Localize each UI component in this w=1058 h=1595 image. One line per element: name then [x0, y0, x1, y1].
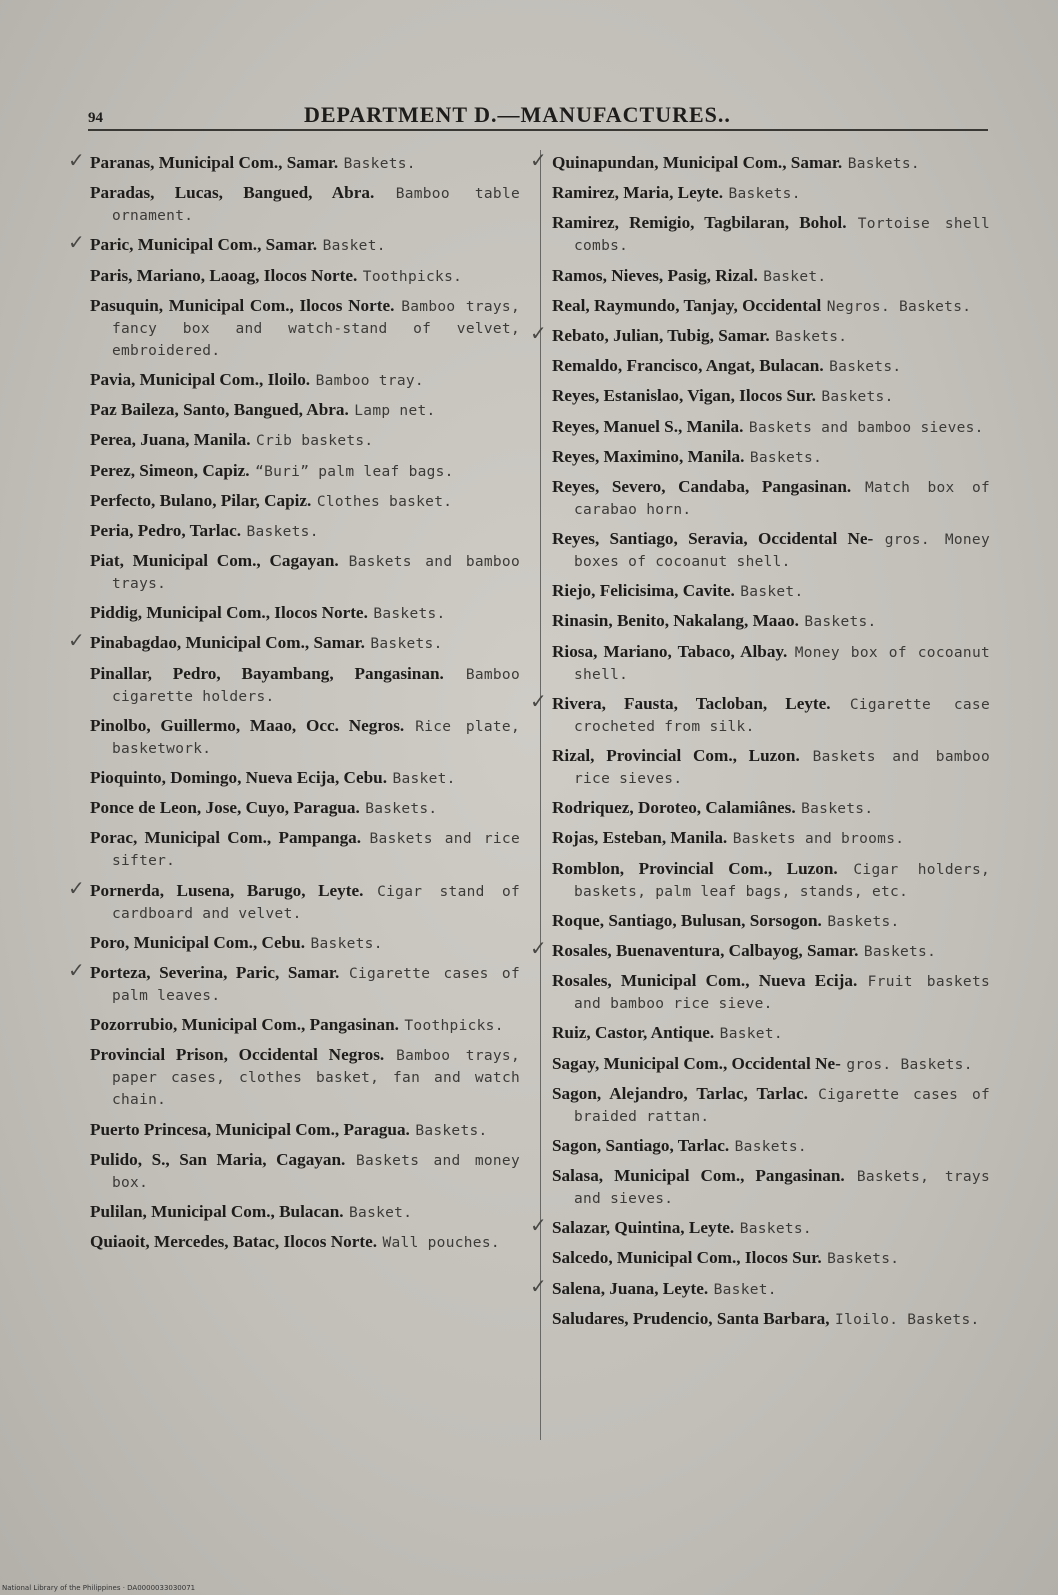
- exhibitor-name: Quiaoit, Mercedes, Batac, Ilocos Norte.: [90, 1232, 378, 1252]
- exhibit-description: Cigar stand of cardboard and velvet.: [112, 883, 520, 922]
- exhibitor-name: Pinabagdao, Municipal Com., Samar.: [90, 633, 365, 653]
- exhibit-description: Bamboo tray.: [315, 372, 424, 389]
- exhibit-description: Money box of cocoanut shell.: [574, 644, 991, 683]
- exhibit-description: Basket.: [392, 771, 456, 787]
- exhibitor-name: Ponce de Leon, Jose, Cuyo, Paragua.: [90, 798, 360, 818]
- exhibit-description: Baskets.: [373, 606, 446, 623]
- exhibitor-name: Poro, Municipal Com., Cebu.: [90, 932, 306, 952]
- exhibit-description: Iloilo. Baskets.: [835, 1311, 980, 1328]
- exhibitor-entry: [90, 369, 520, 392]
- exhibitor-name: Remaldo, Francisco, Angat, Bulacan.: [552, 356, 824, 376]
- exhibitor-name: Romblon, Provincial Com., Luzon.: [552, 858, 838, 878]
- exhibitor-entry: [90, 1231, 520, 1254]
- exhibitor-name: Salasa, Municipal Com., Pangasinan.: [552, 1166, 845, 1186]
- check-mark-icon: ✓: [68, 148, 85, 172]
- exhibitor-name: Pasuquin, Municipal Com., Ilocos Norte.: [90, 295, 395, 315]
- exhibitor-name: Pulilan, Municipal Com., Bulacan.: [90, 1201, 344, 1221]
- exhibitor-name: Reyes, Severo, Candaba, Pangasinan.: [552, 476, 852, 496]
- exhibit-description: Baskets and money box.: [112, 1152, 520, 1191]
- exhibitor-entry: [68, 875, 520, 925]
- exhibitor-name: Rosales, Municipal Com., Nueva Ecija.: [552, 971, 858, 991]
- exhibitor-name: Provincial Prison, Occidental Negros.: [90, 1045, 385, 1065]
- exhibit-description: Fruit baskets and bamboo rice sieve.: [574, 974, 990, 1013]
- exhibit-description: Baskets.: [310, 935, 383, 952]
- exhibitor-entry: [552, 1135, 990, 1158]
- exhibit-description: Bamboo table ornament.: [112, 186, 521, 225]
- exhibitor-entry: [90, 265, 520, 288]
- exhibit-description: Cigarette cases of braided rattan.: [574, 1086, 990, 1125]
- exhibitor-name: Rinasin, Benito, Nakalang, Maao.: [552, 611, 799, 631]
- exhibit-description: gros. Money boxes of cocoanut shell.: [574, 532, 990, 571]
- exhibitor-entry: [90, 520, 520, 543]
- exhibit-description: Baskets and bamboo rice sieves.: [574, 749, 990, 787]
- exhibitor-entry: [530, 320, 990, 348]
- exhibit-description: Baskets and rice sifter.: [112, 831, 520, 870]
- exhibitor-name: Pavia, Municipal Com., Iloilo.: [90, 369, 311, 389]
- check-mark-icon: ✓: [68, 230, 85, 255]
- exhibitor-entry: [552, 416, 990, 439]
- exhibitor-name: Ramirez, Maria, Leyte.: [552, 183, 724, 203]
- exhibitor-name: Paranas, Municipal Com., Samar.: [90, 153, 339, 172]
- exhibitor-entry: [90, 550, 520, 595]
- exhibit-description: Baskets.: [370, 636, 443, 653]
- exhibitor-entry: [90, 295, 520, 362]
- exhibit-description: Bamboo trays, fancy box and watch-stand of velvet, embroidered.: [112, 298, 520, 359]
- check-mark-icon: ✓: [530, 1273, 547, 1298]
- exhibitor-name: Sagon, Alejandro, Tarlac, Tarlac.: [552, 1083, 808, 1103]
- check-mark-icon: ✓: [530, 935, 547, 960]
- exhibitor-entry: [552, 182, 990, 205]
- exhibit-description: gros. Baskets.: [846, 1056, 973, 1073]
- exhibitor-name: Peria, Pedro, Tarlac.: [90, 520, 242, 540]
- exhibitor-entry: [90, 490, 520, 513]
- exhibitor-entry: [552, 355, 990, 378]
- check-mark-icon: ✓: [530, 148, 547, 172]
- exhibitor-name: Roque, Santiago, Bulusan, Sorsogon.: [552, 910, 822, 930]
- exhibit-description: Baskets.: [847, 156, 920, 172]
- exhibitor-entry: [68, 230, 520, 257]
- exhibit-description: Baskets.: [749, 449, 823, 466]
- exhibit-description: Baskets.: [246, 523, 319, 540]
- page-number: 94: [88, 110, 103, 126]
- exhibitor-entry: [68, 148, 520, 175]
- exhibit-description: Basket.: [349, 1204, 413, 1221]
- exhibitor-entry: [530, 148, 990, 175]
- exhibitor-name: Real, Raymundo, Tanjay, Occidental: [552, 295, 822, 315]
- exhibit-description: Tortoise shell combs.: [574, 216, 991, 255]
- exhibitor-name: Reyes, Santiago, Seravia, Occidental Ne-: [552, 529, 874, 549]
- exhibitor-entry: [552, 1022, 990, 1045]
- left-column: [68, 148, 521, 1261]
- exhibitor-entry: [552, 610, 990, 633]
- exhibitor-name: Quinapundan, Municipal Com., Samar.: [552, 153, 843, 172]
- exhibitor-name: Reyes, Maximino, Manila.: [552, 446, 745, 466]
- exhibitor-name: Ramirez, Remigio, Tagbilaran, Bohol.: [552, 213, 847, 233]
- exhibitor-name: Perfecto, Bulano, Pilar, Capiz.: [90, 490, 312, 510]
- exhibit-description: Cigarette case crocheted from silk.: [574, 696, 990, 735]
- exhibitor-name: Sagay, Municipal Com., Occidental Ne-: [552, 1053, 841, 1073]
- exhibitor-name: Pioquinto, Domingo, Nueva Ecija, Cebu.: [90, 768, 387, 787]
- right-column: [530, 148, 991, 1338]
- exhibitor-entry: [552, 858, 990, 903]
- exhibitor-entry: [552, 446, 990, 469]
- exhibitor-name: Rodriquez, Doroteo, Calamiânes.: [552, 798, 796, 818]
- exhibitor-entry: [552, 910, 990, 933]
- exhibitor-name: Rivera, Fausta, Tacloban, Leyte.: [552, 693, 831, 713]
- exhibitor-entry: [90, 399, 520, 422]
- exhibit-description: Toothpicks.: [404, 1018, 504, 1035]
- exhibitor-name: Paris, Mariano, Laoag, Ilocos Norte.: [90, 265, 358, 285]
- exhibitor-name: Riejo, Felicisima, Cavite.: [552, 581, 735, 601]
- check-mark-icon: ✓: [68, 628, 85, 653]
- exhibitor-entry: [552, 797, 990, 820]
- exhibitor-name: Porteza, Severina, Paric, Samar.: [90, 962, 340, 982]
- exhibit-description: Rice plate, basketwork.: [112, 718, 520, 757]
- exhibitor-entry: [90, 182, 520, 227]
- exhibitor-entry: [530, 688, 990, 738]
- exhibitor-entry: [552, 641, 990, 686]
- exhibitor-entry: [90, 429, 520, 452]
- exhibit-description: Baskets and brooms.: [732, 831, 905, 848]
- exhibitor-name: Pulido, S., San Maria, Cagayan.: [90, 1149, 346, 1169]
- exhibitor-entry: [90, 663, 520, 708]
- exhibitor-entry: [552, 1308, 990, 1331]
- exhibitor-entry: [552, 265, 990, 288]
- exhibitor-entry: [552, 580, 990, 603]
- exhibit-description: Baskets.: [728, 186, 801, 203]
- exhibitor-entry: [68, 628, 520, 655]
- exhibitor-entry: [552, 827, 990, 850]
- exhibitor-entry: [552, 476, 990, 521]
- exhibit-description: Baskets.: [734, 1138, 807, 1155]
- check-mark-icon: ✓: [68, 957, 85, 982]
- exhibitor-entry: [530, 1273, 990, 1301]
- exhibitor-name: Riosa, Mariano, Tabaco, Albay.: [552, 641, 788, 661]
- scan-footer: National Library of the Philippines · DA0000033030071: [2, 1584, 196, 1592]
- exhibit-description: Basket.: [763, 268, 827, 285]
- exhibitor-entry: [552, 1083, 990, 1128]
- exhibitor-name: Salcedo, Municipal Com., Ilocos Sur.: [552, 1248, 822, 1268]
- exhibitor-entry: [90, 1119, 520, 1142]
- exhibitor-entry: [530, 935, 990, 963]
- exhibit-description: Match box of carabao horn.: [574, 479, 990, 518]
- exhibitor-entry: [552, 528, 990, 573]
- exhibit-description: Baskets, trays and sieves.: [574, 1169, 990, 1208]
- exhibitor-entry: [90, 1149, 520, 1194]
- exhibit-description: Wall pouches.: [382, 1235, 500, 1252]
- exhibitor-name: Reyes, Estanislao, Vigan, Ilocos Sur.: [552, 386, 816, 406]
- exhibitor-name: Puerto Princesa, Municipal Com., Paragua.: [90, 1119, 410, 1139]
- exhibitor-name: Reyes, Manuel S., Manila.: [552, 416, 744, 436]
- exhibitor-name: Paric, Municipal Com., Samar.: [90, 235, 318, 255]
- exhibitor-name: Paz Baileza, Santo, Bangued, Abra.: [90, 400, 349, 420]
- exhibit-description: Basket.: [719, 1026, 783, 1043]
- exhibitor-entry: [90, 1044, 520, 1111]
- check-mark-icon: ✓: [530, 1213, 547, 1238]
- exhibit-description: “Buri” palm leaf bags.: [255, 463, 454, 480]
- page-title: DEPARTMENT D.—MANUFACTURES..: [304, 102, 731, 127]
- check-mark-icon: ✓: [530, 688, 547, 713]
- exhibitor-entry: [552, 1053, 990, 1076]
- exhibitor-entry: [90, 767, 520, 790]
- exhibit-description: Bamboo trays, paper cases, clothes basket, fan and watch chain.: [112, 1048, 520, 1109]
- exhibit-description: Baskets and bamboo trays.: [112, 554, 520, 593]
- exhibitor-name: Saludares, Prudencio, Santa Barbara,: [552, 1308, 830, 1328]
- exhibitor-entry: [552, 970, 990, 1015]
- exhibitor-entry: [90, 1014, 520, 1037]
- exhibit-description: Lamp net.: [354, 403, 436, 420]
- exhibitor-name: Paradas, Lucas, Bangued, Abra.: [90, 183, 375, 203]
- exhibit-description: Toothpicks.: [362, 268, 463, 285]
- exhibit-description: Bamboo cigarette holders.: [112, 666, 520, 705]
- exhibit-description: Baskets and bamboo sieves.: [748, 419, 984, 436]
- exhibitor-entry: [552, 745, 990, 790]
- exhibitor-name: Rizal, Provincial Com., Luzon.: [552, 746, 800, 765]
- exhibitor-name: Ruiz, Castor, Antique.: [552, 1023, 715, 1043]
- exhibitor-entry: [552, 385, 990, 408]
- exhibitor-name: Piddig, Municipal Com., Ilocos Norte.: [90, 603, 368, 623]
- exhibitor-entry: [68, 957, 520, 1007]
- exhibit-description: Baskets.: [365, 801, 438, 818]
- exhibitor-name: Rojas, Esteban, Manila.: [552, 828, 728, 848]
- exhibit-description: Cigar holders, baskets, palm leaf bags, stands, etc.: [574, 861, 991, 900]
- exhibit-description: Baskets.: [827, 1251, 900, 1268]
- exhibitor-name: Pozorrubio, Municipal Com., Pangasinan.: [90, 1015, 399, 1035]
- exhibitor-name: Salazar, Quintina, Leyte.: [552, 1218, 735, 1238]
- exhibit-description: Negros. Baskets.: [826, 298, 972, 315]
- exhibitor-entry: [90, 602, 520, 625]
- exhibitor-name: Perez, Simeon, Capiz.: [90, 460, 250, 480]
- exhibitor-name: Perea, Juana, Manila.: [90, 430, 251, 450]
- exhibitor-entry: [552, 1247, 990, 1270]
- exhibit-description: Basket.: [740, 584, 804, 601]
- exhibitor-entry: [530, 1213, 990, 1240]
- exhibit-description: Clothes basket.: [316, 493, 453, 510]
- exhibitor-entry: [552, 295, 990, 318]
- exhibit-description: Baskets.: [801, 801, 874, 818]
- exhibitor-entry: [90, 1201, 520, 1224]
- exhibit-description: Baskets.: [739, 1221, 812, 1238]
- exhibit-description: Baskets.: [863, 943, 937, 960]
- exhibit-description: Baskets.: [415, 1122, 488, 1139]
- exhibitor-entry: [90, 827, 520, 872]
- exhibitor-name: Pinallar, Pedro, Bayambang, Pangasinan.: [90, 663, 444, 683]
- exhibitor-name: Porac, Municipal Com., Pampanga.: [90, 828, 362, 848]
- exhibitor-name: Rosales, Buenaventura, Calbayog, Samar.: [552, 940, 859, 960]
- header-rule: [88, 129, 988, 131]
- exhibit-description: Basket.: [713, 1281, 777, 1298]
- exhibit-description: Baskets.: [821, 389, 894, 406]
- exhibitor-name: Pinolbo, Guillermo, Maao, Occ. Negros.: [90, 715, 405, 735]
- check-mark-icon: ✓: [530, 320, 547, 345]
- exhibitor-entry: [552, 212, 990, 257]
- exhibitor-entry: [90, 715, 520, 760]
- exhibit-description: Baskets.: [775, 328, 848, 345]
- exhibit-description: Cigarette cases of palm leaves.: [112, 965, 520, 1004]
- exhibitor-entry: [90, 460, 520, 483]
- exhibitor-name: Piat, Municipal Com., Cagayan.: [90, 551, 339, 571]
- exhibit-description: Baskets.: [827, 913, 900, 930]
- exhibitor-name: Pornerda, Lusena, Barugo, Leyte.: [90, 880, 364, 900]
- exhibit-description: Crib baskets.: [256, 433, 374, 450]
- exhibit-description: Baskets.: [829, 359, 902, 376]
- exhibit-description: Baskets.: [343, 156, 416, 172]
- exhibitor-name: Salena, Juana, Leyte.: [552, 1278, 709, 1298]
- exhibitor-name: Rebato, Julian, Tubig, Samar.: [552, 325, 770, 345]
- exhibitor-name: Sagon, Santiago, Tarlac.: [552, 1135, 730, 1155]
- exhibitor-entry: [90, 797, 520, 820]
- exhibitor-entry: [90, 932, 520, 955]
- exhibit-description: Basket.: [322, 238, 386, 255]
- exhibit-description: Baskets.: [804, 614, 877, 631]
- check-mark-icon: ✓: [68, 875, 85, 900]
- exhibitor-entry: [552, 1165, 990, 1210]
- exhibitor-name: Ramos, Nieves, Pasig, Rizal.: [552, 265, 758, 285]
